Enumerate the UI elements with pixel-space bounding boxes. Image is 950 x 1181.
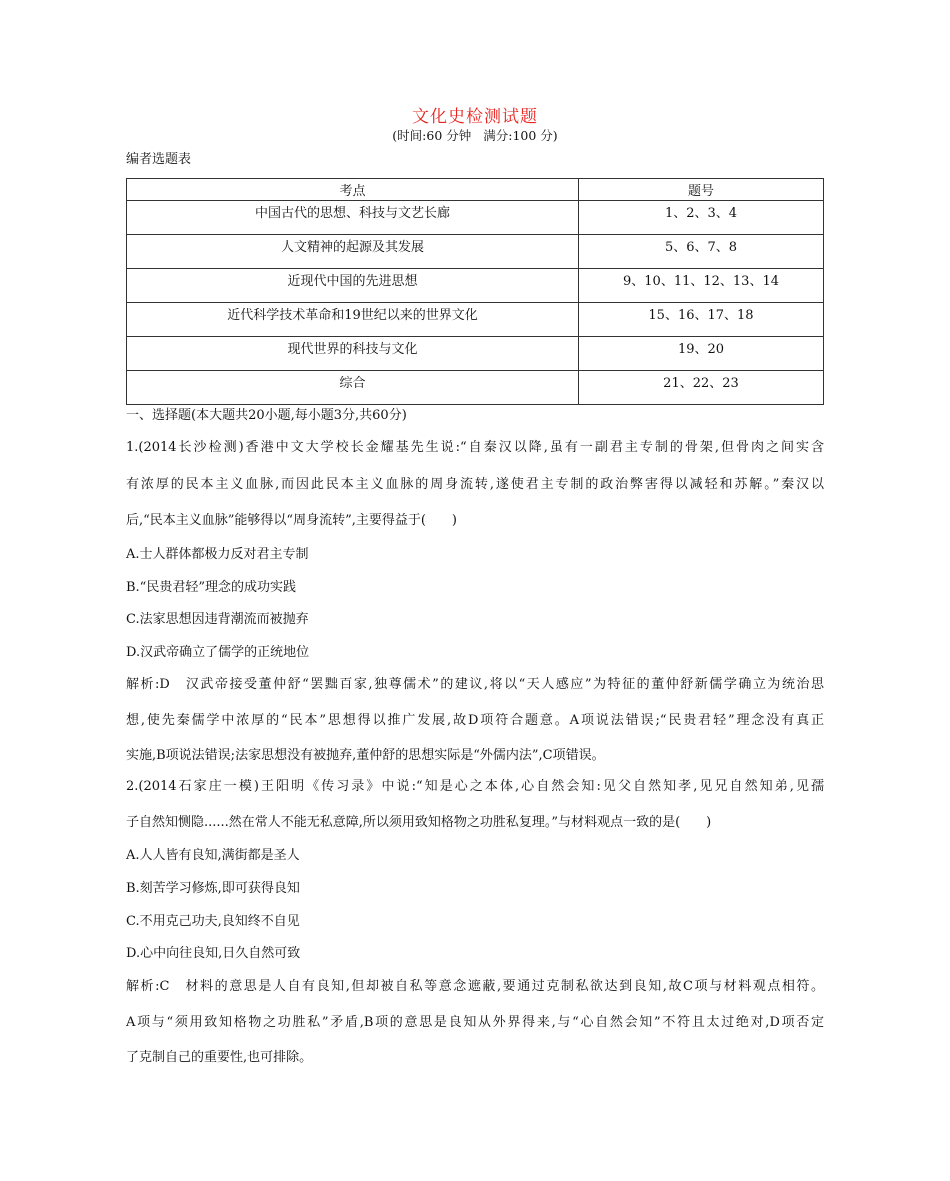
q2-stem-line: 2.(2014石家庄一模)王阳明《传习录》中说:“知是心之本体,心自然会知:见父自然知孝,见兄自然知弟,见孺 [126, 779, 824, 794]
table-cell-numbers: 15、16、17、18 [579, 303, 824, 337]
table-cell-numbers: 21、22、23 [579, 371, 824, 405]
table-header-topic: 考点 [127, 179, 579, 201]
q2-option-c: C.不用克己功夫,良知终不自见 [126, 914, 300, 929]
exam-score: 满分:100 分) [483, 128, 558, 143]
q2-option-a: A.人人皆有良知,满街都是圣人 [126, 848, 300, 863]
table-cell-topic: 近代科学技术革命和19世纪以来的世界文化 [127, 303, 579, 337]
table-row [127, 235, 824, 269]
table-header-numbers: 题号 [579, 179, 824, 201]
table-row [127, 337, 824, 371]
exam-time: (时间:60 分钟 [392, 128, 472, 143]
question-selection-table [126, 178, 824, 405]
q1-stem-line: 1.(2014长沙检测)香港中文大学校长金耀基先生说:“自秦汉以降,虽有一副君主专制的骨架,但骨肉之间实含 [126, 440, 824, 455]
q2-stem-line: 子自然知恻隐......然在常人不能无私意障,所以须用致知格物之功胜私复理。”与材料观点一致的是( ) [126, 815, 712, 830]
q2-analysis-line: A项与“须用致知格物之功胜私”矛盾,B项的意思是良知从外界得来,与“心自然会知”不符且太过绝对,D项否定 [126, 1015, 824, 1030]
table-caption: 编者选题表 [126, 152, 192, 167]
q1-analysis-line: 解析:D 汉武帝接受董仲舒“罢黜百家,独尊儒术”的建议,将以“天人感应”为特征的董仲舒新儒学确立为统治思 [126, 677, 824, 692]
table-cell-numbers: 5、6、7、8 [579, 235, 824, 269]
table-row [127, 303, 824, 337]
table-cell-numbers: 19、20 [579, 337, 824, 371]
table-header-row [127, 179, 824, 201]
table-row [127, 269, 824, 303]
table-cell-numbers: 9、10、11、12、13、14 [579, 269, 824, 303]
table-cell-topic: 现代世界的科技与文化 [127, 337, 579, 371]
q1-analysis-line: 想,使先秦儒学中浓厚的“民本”思想得以推广发展,故D项符合题意。A项说法错误;“民贵君轻”理念没有真正 [126, 713, 824, 728]
q2-analysis-line: 解析:C 材料的意思是人自有良知,但却被自私等意念遮蔽,要通过克制私欲达到良知,故C项与材料观点相符。 [126, 979, 824, 994]
q2-analysis-line: 了克制自己的重要性,也可排除。 [126, 1050, 313, 1065]
table-row [127, 371, 824, 405]
document-title: 文化史检测试题 [412, 107, 538, 127]
table-cell-topic: 中国古代的思想、科技与文艺长廊 [127, 201, 579, 235]
q1-option-c: C.法家思想因违背潮流而被抛弃 [126, 612, 309, 627]
q1-option-b: B.“民贵君轻”理念的成功实践 [126, 580, 296, 595]
table-cell-numbers: 1、2、3、4 [579, 201, 824, 235]
table-row [127, 201, 824, 235]
table-cell-topic: 近现代中国的先进思想 [127, 269, 579, 303]
q1-option-a: A.士人群体都极力反对君主专制 [126, 547, 309, 562]
exam-info [0, 126, 950, 144]
q1-option-d: D.汉武帝确立了儒学的正统地位 [126, 645, 310, 660]
q2-option-b: B.刻苦学习修炼,即可获得良知 [126, 881, 300, 896]
table-cell-topic: 人文精神的起源及其发展 [127, 235, 579, 269]
q1-stem-line: 有浓厚的民本主义血脉,而因此民本主义血脉的周身流转,遂使君主专制的政治弊害得以减轻和苏解。”秦汉以 [126, 477, 824, 492]
q1-analysis-line: 实施,B项说法错误;法家思想没有被抛弃,董仲舒的思想实际是“外儒内法”,C项错误。 [126, 748, 605, 763]
section-heading: 一、选择题(本大题共20小题,每小题3分,共60分) [126, 408, 407, 423]
q2-option-d: D.心中向往良知,日久自然可致 [126, 946, 301, 961]
q1-stem-line: 后,“民本主义血脉”能够得以“周身流转”,主要得益于( ) [126, 513, 457, 528]
table-cell-topic: 综合 [127, 371, 579, 405]
